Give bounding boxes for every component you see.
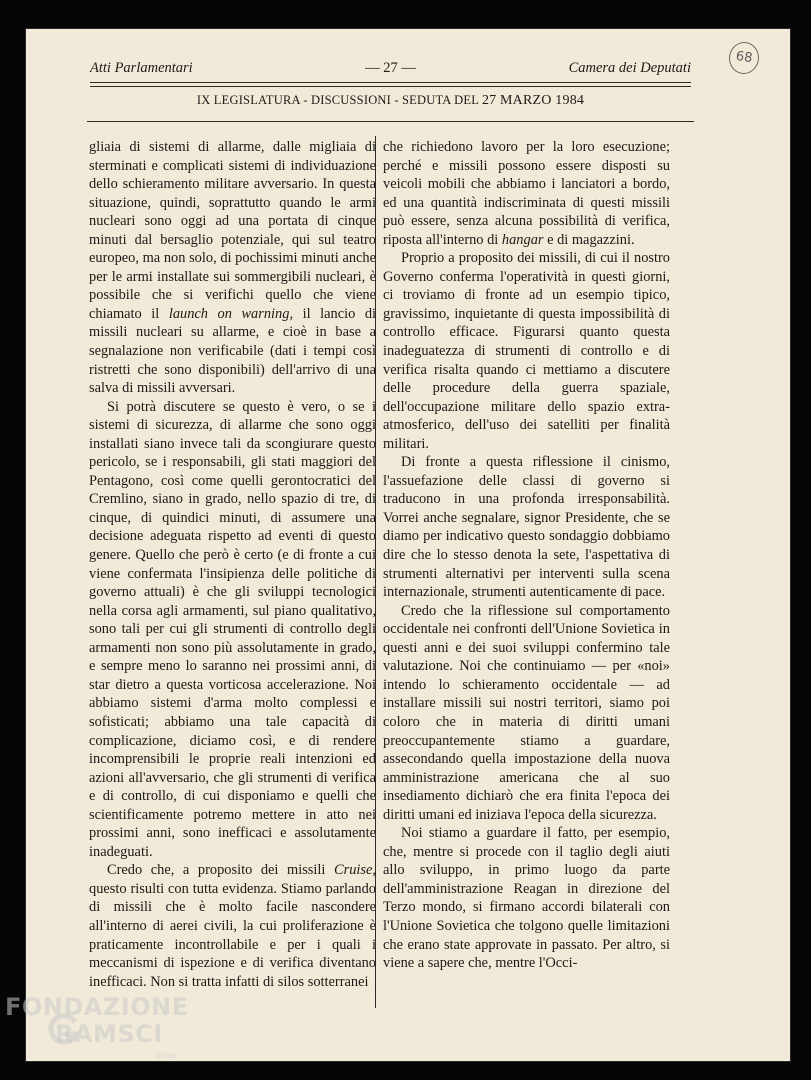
paragraph [383,453,670,601]
paragraph [383,824,670,972]
italic-term: launch on warning [168,305,290,322]
paragraph [89,861,376,991]
header-rule-top [90,82,691,83]
header-rule-bottom [90,86,691,87]
watermark-line-1: FONDAZIONE [5,993,189,1021]
subheader-rule [87,121,694,122]
watermark-line-3: onlus [155,1051,177,1060]
paragraph-text-continued: , questo risulti con tutta evidenza. Stiamo parlando di missili che è molto facile nascondere all'interno di aerei civili, la cui proliferazione è praticamente incontrollabile e per i quali i meccanismi di ispezione e di verifica diventano inefficaci. Non si tratta infatti di silos sotterranei [89,862,376,990]
left-column [89,138,376,991]
paragraph-text: Proprio a proposito dei missili, di cui il nostro Governo conferma l'operatività in questi giorni, ci troviamo di fronte ad un esempio tipico, gravissimo, inquietante di questa impossibilità di controllo efficace. Figurarsi quanto questa inadeguatezza di strumenti di controllo e di verifica risalta quando ci mettiamo a discutere delle procedure della guerra spaziale, dell'occupazione militare dello spazio extra-atmosferico, dell'uso dei satelliti per finalità militari. [383,250,670,452]
paragraph-text-continued: e di magazzini. [543,231,635,248]
paragraph [383,249,670,453]
paragraph-text: Credo che la riflessione sul comportamento occidentale nei confronti dell'Unione Sovietica in questi anni e dei suoi sviluppi confermino tale valutazione. Noi che continuiamo — per «noi» intendo lo schieramento occidentale — ad installare missili sui nostri territori, siamo poi coloro che in materia di diritti umani preoccupantemente stiamo a guardare, assecondando quella impostazione della nuova amministrazione americana che al suo insediamento dichiarò che era finita l'epoca dei diritti umani ed iniziava l'epoca della sicurezza. [383,602,670,823]
paragraph-text: che richiedono lavoro per la loro esecuzione; perché e missili possono essere disposti su veicoli mobili che abbiamo i lanciatori a bordo, ed una quantità indiscriminata di questi missili può essere, senza alcuna possibilità di verifica, riposta all'interno di [383,139,670,248]
paragraph-text: Credo che, a proposito dei missili [107,862,334,879]
paragraph-text-continued: , il lancio di missili nucleari su allarme, e cioè in base a segnalazione non verificabile (dati i tempi così ristretti che sono disponibili) dell'arrivo di una salva di missili avversari. [89,305,377,397]
paragraph-text: Noi stiamo a guardare il fatto, per esempio, che, mentre si procede con il taglio degli aiuti allo sviluppo, in primo luogo da parte dell'amministrazione Reagan in direzione del Terzo mondo, si firmano accordi bilaterali con l'Unione Sovietica che tolgono quelle limitazioni che erano state approvate in passato. Per altro, si viene a sapere che, mentre l'Occi- [383,825,670,972]
watermark-line-2: RAMSCI [55,1020,163,1048]
header-left-title: Atti Parlamentari [90,60,193,76]
session-line [90,93,691,109]
archive-stamp: 68 [727,40,761,76]
page-number: — 27 — [365,60,416,76]
paragraph [383,138,670,249]
session-date: 27 MARZO 1984 [481,93,585,108]
header-right-title: Camera dei Deputati [568,60,691,76]
right-column [383,138,670,973]
paragraph-text: Di fronte a questa riflessione il cinismo, l'assuefazione delle classi di governo si traducono in una profonda irresponsabilità. Vorrei anche segnalare, signor Presidente, che se diamo per indicativo questo sondaggio dobbiamo dire che lo stesso denota la sete, l'aspettativa di strumenti alternativi per interventi sulla scena internazionale, strumenti autenticamente di pace. [383,454,670,601]
paragraph [89,138,376,398]
paragraph-text: gliaia di sistemi di allarme, dalle migliaia di sterminati e complicati sistemi di individuazione dello schieramento militare avversario. In questa situazione, quindi, soprattutto quando le armi nucleari sono oggi ad una portata di cinque minuti dal bersaglio potenziale, qui sul teatro europeo, ma non solo, di pochissimi minuti anche per le armi installate sui sommergibili nucleari, è possibile che si verifichi quello che viene chiamato il [89,139,376,322]
italic-term: hangar [501,231,544,248]
fondazione-gramsci-watermark [5,988,235,1078]
page-header [90,60,691,88]
paragraph [89,398,376,862]
paragraph [383,602,670,825]
session-text: IX LEGISLATURA - DISCUSSIONI - SEDUTA DEL [196,93,479,107]
paragraph-text: Si potrà discutere se questo è vero, o se i sistemi di sicurezza, di allarme che sono oggi installati siano invece tali da scongiurare questo pericolo, se i responsabili, gli stati maggiori del Pentagono, così come quelli gerontocratici del Cremlino, siano in grado, nello spazio di tre, di cinque, di quindici minuti, di assumere una decisione adeguata rispetto ad eventi di questo genere. Quello che però è certo (e di fronte a cui viene confermata l'insipienza delle politiche di governo attuali) è che gli sviluppi tecnologici nella corsa agli armamenti, sul piano qualitativo, sono tali per cui gli strumenti di controllo degli armamenti non sono più assolutamente in grado, e sempre meno lo saranno nei prossimi anni, di star dietro a questa vorticosa accelerazione. Noi abbiamo sistemi d'arma molto complessi e sofisticati; abbiamo una tale capacità di complicazione, diciamo così, e di rendere incomprensibili le proprie reali intenzioni ed azioni all'avversario, che gli strumenti di verifica e di controllo, di cui disponiamo e quelli che scientificamente potremo mettere in atto nei prossimi anni, sono inefficaci e assolutamente inadeguati. [89,398,376,860]
document-page [5,28,791,1062]
italic-term: Cruise [334,862,373,879]
column-divider [375,136,376,1008]
